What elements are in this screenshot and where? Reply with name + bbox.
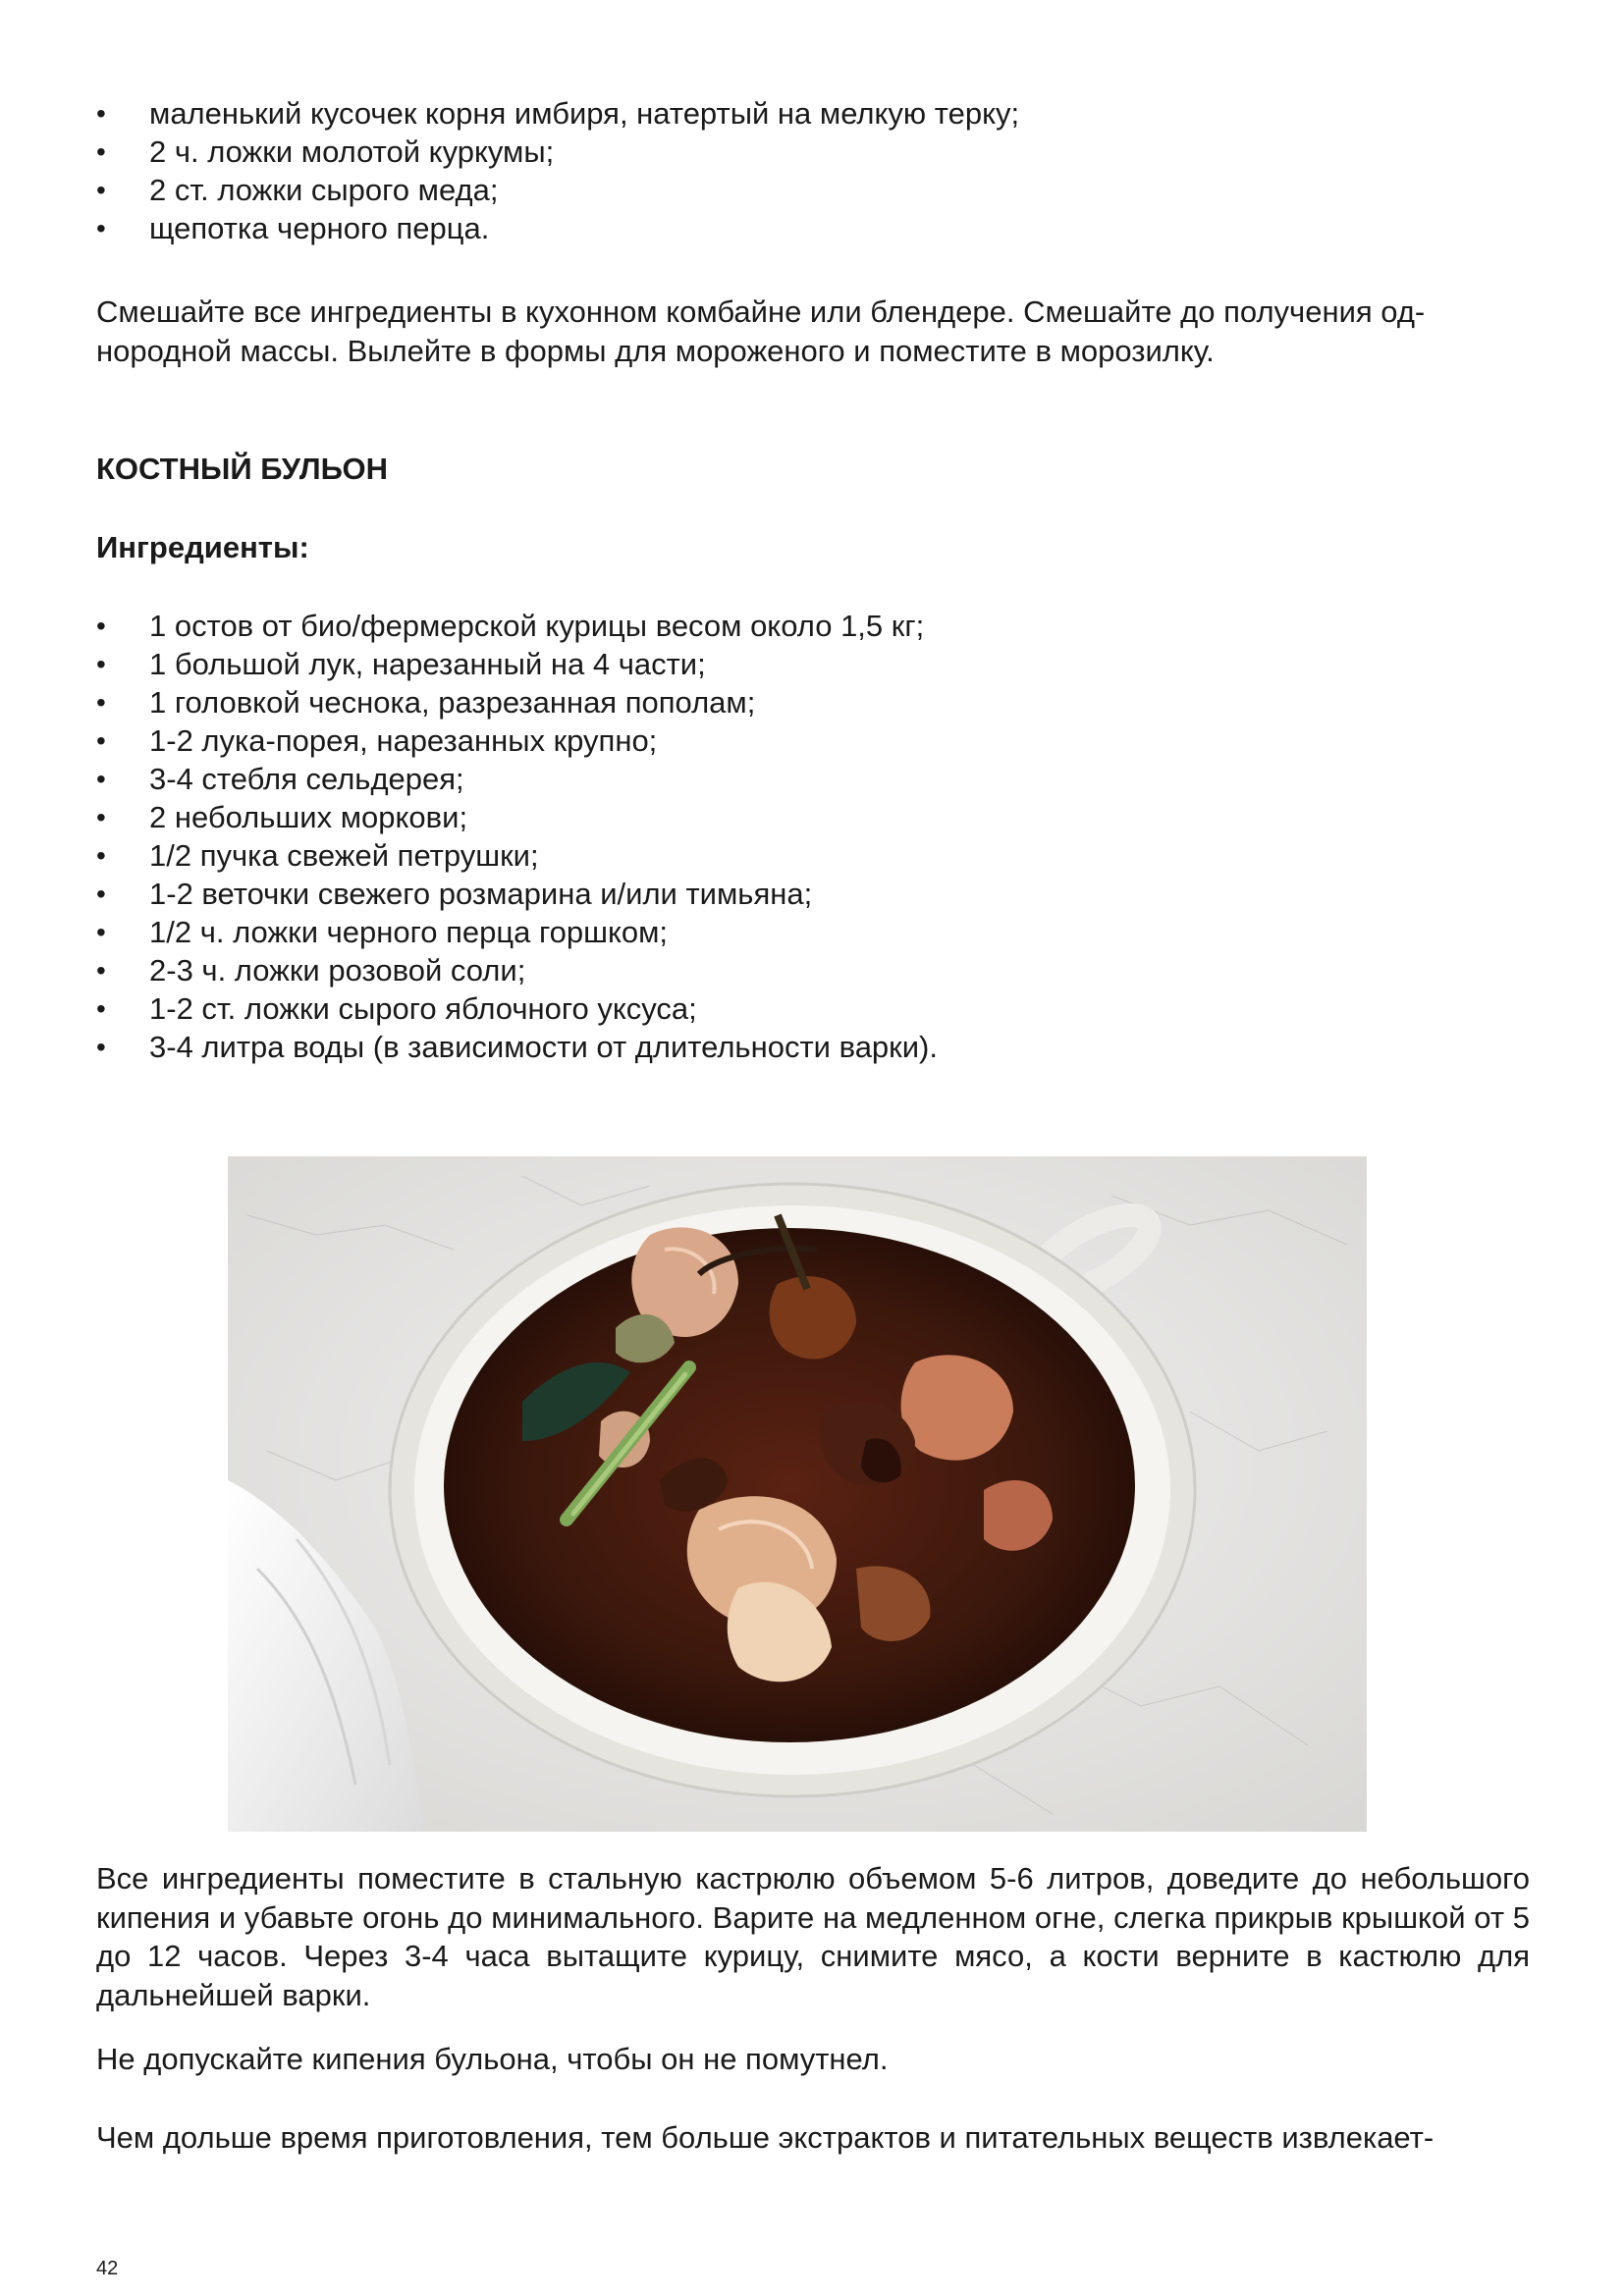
intro-paragraph xyxy=(96,293,1530,370)
warning-paragraph: Не допускайте кипения бульона, чтобы он не помутнел. xyxy=(96,2042,889,2076)
list-item: • 2 небольших моркови; xyxy=(96,798,1540,836)
list-item: • 1-2 веточки свежего розмарина и/или тимьяна; xyxy=(96,875,1540,913)
list-item: • 1 головкой чеснока, разрезанная пополам; xyxy=(96,683,1540,721)
list-item: • 1 большой лук, нарезанный на 4 части; xyxy=(96,645,1540,683)
list-item: • маленький кусочек корня имбиря, натертый на мелкую терку; xyxy=(96,94,1540,133)
intro-line-2: нородной массы. Вылейте в формы для мороженого и поместите в морозилку. xyxy=(96,333,1215,368)
list-item: • 3-4 стебля сельдерея; xyxy=(96,760,1540,798)
method-paragraph: Все ингредиенты поместите в стальную кастрюлю объемом 5-6 литров, доведите до небольшого кипения и убавьте огонь до минимального. Варите на медленном огне, слегка прикрыв крышкой от 5 до 12 часов. Через 3-4 часа вытащите курицу, снимите мясо, а кости верните в кастюлю для дальнейшей варки. xyxy=(96,1861,1530,2012)
ingredient-list xyxy=(96,607,1540,1066)
section-title: КОСТНЫЙ БУЛЬОН xyxy=(96,452,388,486)
top-ingredient-list xyxy=(96,94,1540,247)
list-item: • 1-2 ст. ложки сырого яблочного уксуса; xyxy=(96,989,1540,1028)
list-item: • 1/2 пучка свежей петрушки; xyxy=(96,836,1540,875)
closing-paragraph: Чем дольше время приготовления, тем больше экстрактов и питательных веществ извлекает- xyxy=(96,2120,1435,2155)
list-item: • 1 остов от био/фермерской курицы весом около 1,5 кг; xyxy=(96,607,1540,645)
list-item: • 2 ст. ложки сырого меда; xyxy=(96,171,1540,209)
intro-line-1: Смешайте все ингредиенты в кухонном комбайне или блендере. Смешайте до получения од- xyxy=(96,294,1426,329)
list-item: • 1-2 лука-порея, нарезанных крупно; xyxy=(96,721,1540,760)
list-item: • 2 ч. ложки молотой куркумы; xyxy=(96,133,1540,171)
bone-broth-photo xyxy=(228,1156,1367,1832)
list-item: • 1/2 ч. ложки черного перца горшком; xyxy=(96,913,1540,951)
list-item: • 2-3 ч. ложки розовой соли; xyxy=(96,951,1540,989)
list-item: • щепотка черного перца. xyxy=(96,209,1540,247)
list-item: • 3-4 литра воды (в зависимости от длительности варки). xyxy=(96,1028,1540,1066)
ingredients-label: Ингредиенты: xyxy=(96,530,309,564)
page-number: 42 xyxy=(96,2258,119,2279)
